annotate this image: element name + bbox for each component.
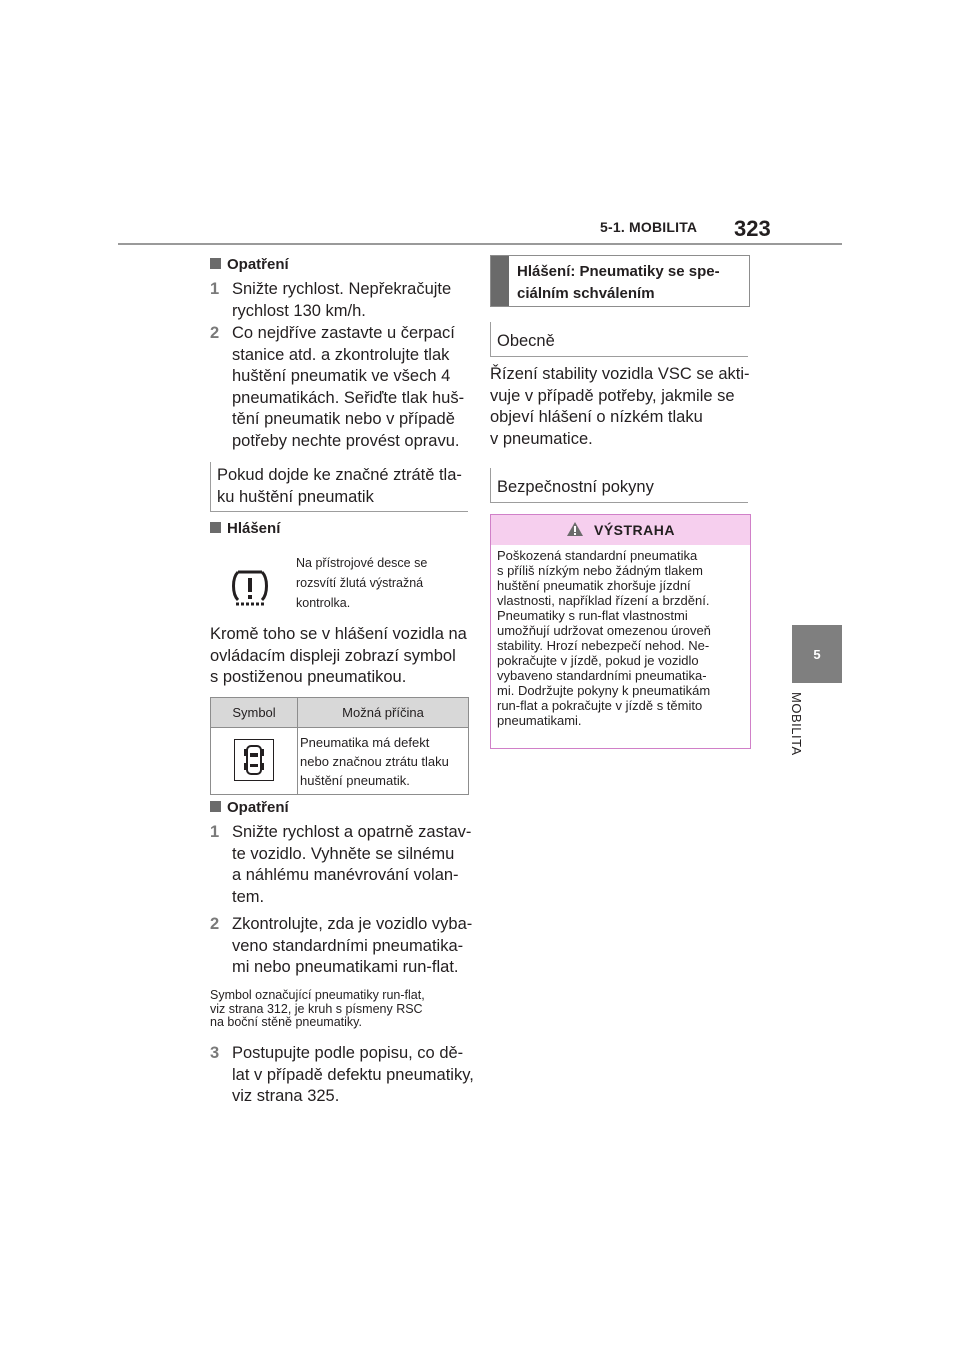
chapter-label-text: MOBILITA xyxy=(789,692,804,756)
warning-box xyxy=(490,514,751,749)
tire-pressure-warning-icon xyxy=(230,568,270,610)
safety-label: Bezpečnostní pokyny xyxy=(497,478,654,496)
warning-triangle-icon xyxy=(566,521,584,540)
step-text: Co nejdříve zastavte u čerpací stanice atd. a zkontrolujte tlak huštění pneumatik ve všech 4 pneumatikách. Seřiďte tlak huš- tění pneumatik nebo v případě potřeby nechte provést opravu. xyxy=(232,324,465,450)
warning-text: Poškozená standardní pneumatika s příliš nízkým nebo žádným tlakem huštění pneumatik zhoršuje jízdní vlastnosti, například řízení a brzdění. Pneumatiky s run-flat vlastnostmi umožňují udržovat omezenou úroveň stability. Hrozí nebezpečí nehod. Ne- pokračujte v jízdě, pokud je vozidlo vybaveno standardními pneumatika- mi. Dodržujte pokyny k pneumatikám run-flat a pokračujte v jízdě s těmito pneumatikami. xyxy=(497,548,711,728)
safety-rule xyxy=(490,502,748,503)
indicator-description: Na přístrojové desce se rozsvítí žlutá výstražná kontrolka. xyxy=(296,556,428,610)
step-text: Zkontrolujte, zda je vozidlo vyba- veno standardními pneumatika- mi nebo pneumatikami run-flat. xyxy=(232,915,473,976)
step-number: 3 xyxy=(210,1044,220,1062)
special-tires-heading: Hlášení: Pneumatiky se spe- ciálním schválením xyxy=(517,263,720,302)
measures2-step-3 xyxy=(210,1043,475,1108)
table-cell-symbol xyxy=(211,728,298,795)
table-header-cause: Možná příčina xyxy=(298,698,469,728)
header-rule xyxy=(118,243,842,245)
general-rule xyxy=(490,356,748,357)
measures1-step-2 xyxy=(210,323,470,452)
measures-heading-2 xyxy=(210,799,289,816)
step-number: 1 xyxy=(210,280,220,298)
message-paragraph: Kromě toho se v hlášení vozidla na ovládacím displeji zobrazí symbol s postiženou pneumatikou. xyxy=(210,625,467,686)
special-tires-heading-box xyxy=(490,255,750,307)
subsection-title: Pokud dojde ke značné ztrátě tla- ku huštění pneumatik xyxy=(217,466,462,506)
general-paragraph: Řízení stability vozidla VSC se akti- vuje v případě potřeby, jakmile se objeví hlášení o nízkém tlaku v pneumatice. xyxy=(490,365,750,448)
heading-bar xyxy=(491,256,509,306)
measures1-step-1 xyxy=(210,279,470,322)
warning-header xyxy=(491,515,750,545)
flat-tire-car-icon xyxy=(234,739,274,781)
subsection-vrule xyxy=(210,462,211,512)
measures-heading-1 xyxy=(210,256,289,273)
table-header-row xyxy=(211,698,469,728)
symbol-table xyxy=(210,697,469,795)
step-text: Snižte rychlost a opatrně zastav- te vozidlo. Vyhněte se silnému a náhlému manévrování volan- tem. xyxy=(232,823,472,906)
safety-vrule xyxy=(490,468,491,502)
section-title: 5-1. MOBILITA xyxy=(600,219,698,235)
general-label: Obecně xyxy=(497,332,555,350)
table-cell-cause: Pneumatika má defekt nebo značnou ztrátu tlaku huštění pneumatik. xyxy=(298,728,469,795)
general-vrule xyxy=(490,322,491,356)
measures-heading-1-text: Opatření xyxy=(227,256,289,273)
measures2-step-2 xyxy=(210,914,475,979)
page-number: 323 xyxy=(734,216,771,241)
step-number: 2 xyxy=(210,324,220,342)
message-heading-text: Hlášení xyxy=(227,520,281,537)
measures2-step-1 xyxy=(210,822,475,908)
step-number: 2 xyxy=(210,915,220,933)
table-header-symbol: Symbol xyxy=(211,698,298,728)
heading-square-icon xyxy=(210,801,221,812)
warning-title: VÝSTRAHA xyxy=(593,522,675,538)
chapter-number: 5 xyxy=(813,646,821,662)
step-text: Postupujte podle popisu, co dě- lat v případě defektu pneumatiky, viz strana 325. xyxy=(232,1044,474,1105)
run-flat-note: Symbol označující pneumatiky run-flat, viz strana 312, je kruh s písmeny RSC na boční stěně pneumatiky. xyxy=(210,988,425,1029)
step-number: 1 xyxy=(210,823,220,841)
chapter-label xyxy=(780,692,808,772)
message-heading xyxy=(210,520,280,537)
step-text: Snižte rychlost. Nepřekračujte rychlost 130 km/h. xyxy=(232,280,452,320)
subsection-rule xyxy=(210,511,468,512)
measures-heading-2-text: Opatření xyxy=(227,799,289,816)
chapter-tab xyxy=(792,625,842,683)
table-row xyxy=(211,728,469,795)
heading-square-icon xyxy=(210,258,221,269)
heading-square-icon xyxy=(210,522,221,533)
